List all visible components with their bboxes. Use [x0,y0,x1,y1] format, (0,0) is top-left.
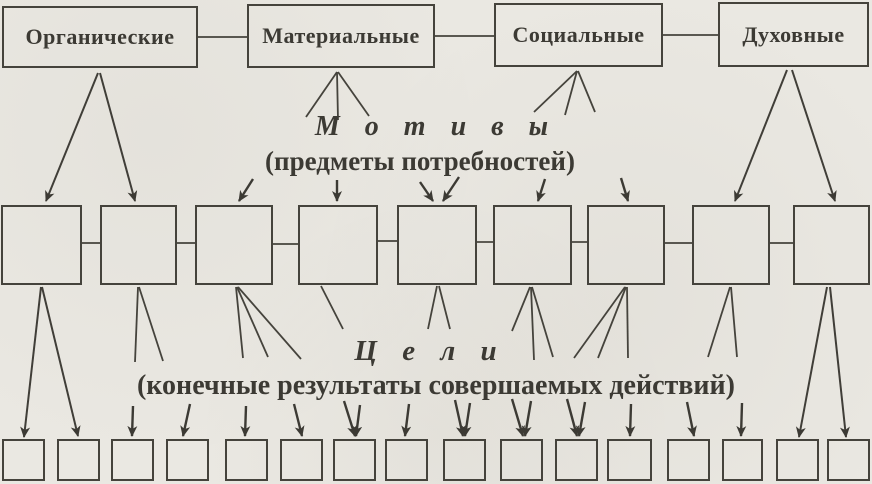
motive-box [493,205,572,285]
motive-box [100,205,177,285]
motive-box [397,205,477,285]
need-box-organic [2,6,198,68]
motive-box [692,205,770,285]
motives-subtitle: (предметы потребностей) [265,146,575,176]
motive-box [587,205,665,285]
need-box-social [494,3,663,67]
need-box-social-label: Социальные [512,22,645,47]
need-box-spiritual-label: Духовные [742,21,845,47]
goal-box [57,439,100,481]
goal-box [443,439,486,481]
goal-box [166,439,209,481]
need-box-material-label: Материальные [262,23,420,48]
goal-box [280,439,323,481]
goal-box [385,439,428,481]
motive-box [1,205,82,285]
need-box-spiritual [718,2,869,67]
goal-box [555,439,598,481]
goal-box [776,439,819,481]
need-box-material [247,4,435,68]
motives-title: М о т и в ы [314,111,558,142]
goals-subtitle: (конечные результаты совершаемых действий) [136,370,736,401]
goal-box [667,439,710,481]
goal-box [722,439,763,481]
motive-box [793,205,870,285]
goals-title: Ц е л и [354,335,506,367]
motive-box [195,205,273,285]
goal-box [500,439,543,481]
need-box-organic-label: Органические [25,24,175,49]
motive-box [298,205,378,285]
goal-box [2,439,45,481]
goal-box [827,439,870,481]
goal-box [333,439,376,481]
goal-box [607,439,652,481]
goal-box [111,439,154,481]
goal-box [225,439,268,481]
